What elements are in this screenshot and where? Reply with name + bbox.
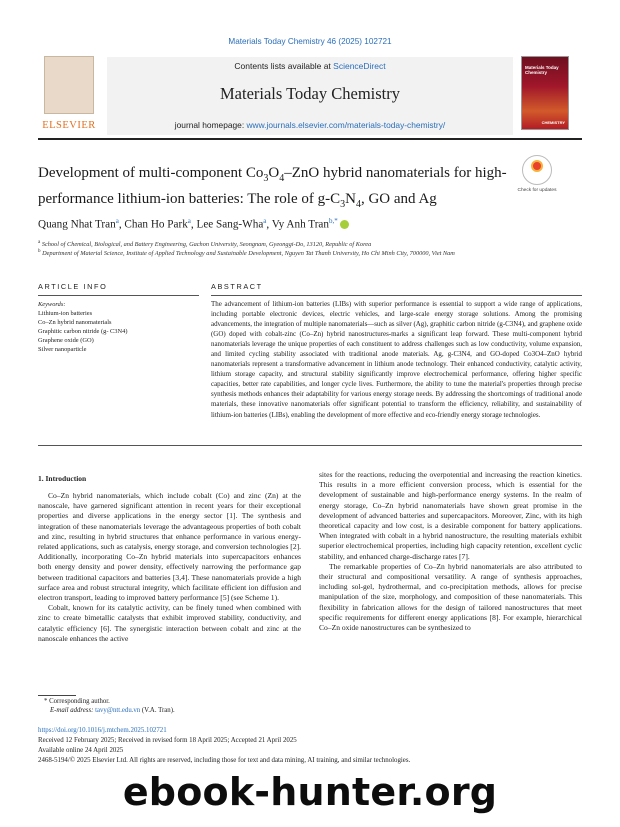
keyword-item: Graphene oxide (GO)	[38, 336, 94, 344]
orcid-icon[interactable]	[340, 220, 349, 229]
homepage-prefix: journal homepage:	[174, 120, 247, 130]
journal-citation[interactable]: Materials Today Chemistry 46 (2025) 102721	[228, 37, 392, 46]
elsevier-tree-icon	[44, 56, 94, 114]
check-for-updates-label[interactable]: Check for updates	[517, 188, 557, 193]
watermark-text: ebook-hunter.org	[122, 770, 498, 814]
body-paragraph: sites for the reactions, reducing the overpotential and increasing the reaction kinetics. This results in a more efficient conversion process, which is essential for the development of sustainable and high-performance energy systems. In the realm of energy storage, Co–Zn hybrid nanomaterials have shown great promise in the development of advanced batteries and supercapacitors. Moreover, Zinc, with its high theoretical capacity and low cost, is a desirable component for battery applications. When integrated with cobalt in a hybrid nanostructure, the resulting materials exhibit superior electrochemical properties, including high capacity retention, excellent cyclic stability, and enhanced charge-discharge rates [7].	[319, 470, 582, 561]
abstract-heading: ABSTRACT	[211, 282, 263, 291]
title-sub-2: 4	[279, 173, 285, 184]
email-note	[50, 707, 175, 714]
email-link[interactable]: tavy@ntt.edu.vn	[95, 707, 141, 714]
keyword-list	[38, 310, 203, 355]
affiliation-marker: a	[38, 240, 41, 245]
homepage-link[interactable]: www.journals.elsevier.com/materials-today-chemistry/	[246, 120, 446, 130]
author-affiliation-marker[interactable]: a	[263, 217, 267, 225]
cover-bottom-label: CHEMISTRY	[541, 120, 565, 125]
affiliation-text: School of Chemical, Biological, and Battery Engineering, Gachon University, Seongnam, Gyeonggi-Do, 13120, Republic of Korea	[41, 241, 372, 249]
article-info-divider	[38, 295, 199, 296]
body-paragraph: Cobalt, known for its catalytic activity, can be finely tuned when combined with zinc to create bimetallic catalysts that exhibit improved stability, conductivity, and catalytic efficiency [6]. The synergistic interaction between cobalt and zinc at the nanoscale enhances the active	[38, 603, 301, 643]
contents-line	[107, 61, 513, 71]
email-label: E-mail address:	[50, 707, 96, 714]
author-name[interactable]: Lee Sang-Wha	[196, 218, 264, 231]
body-paragraph: Co–Zn hybrid nanomaterials, which include cobalt (Co) and zinc (Zn) at the nanoscale, have garnered significant attention in recent years for their exceptional properties and diverse applications in the energy sector [1]. The synthesis and integration of these nanomaterials leverage the advantageous properties of both cobalt and zinc, resulting in hybrid structures that enhance performance in various energy-related applications, such as catalysis, energy storage, and conversion technologies [2]. Additionally, incorporating Co–Zn hybrid materials into supercapacitors enhances both energy density and power density, effectively narrowing the performance gap between traditional capacitors and batteries [3,4]. These nanomaterials provide a high surface area and robust structural integrity, which facilitate efficient ion diffusion and electron transport, leading to improved battery performance [5] (see Scheme 1).	[38, 491, 301, 603]
affiliation-b	[38, 249, 598, 257]
title-sub-3: 3	[340, 199, 346, 210]
header-divider	[38, 138, 582, 140]
title-text-2: O	[268, 165, 280, 181]
homepage-line	[107, 120, 513, 130]
title-sub-1: 3	[263, 173, 269, 184]
abstract-divider	[211, 295, 582, 296]
check-for-updates-icon[interactable]	[522, 155, 552, 185]
contents-prefix: Contents lists available at	[234, 61, 334, 71]
elsevier-logo	[38, 54, 100, 134]
cover-title: Materials Today Chemistry	[525, 65, 559, 75]
doi-link[interactable]: https://doi.org/10.1016/j.mtchem.2025.102721	[38, 727, 167, 734]
journal-cover-image[interactable]	[521, 56, 569, 130]
available-online-date: Available online 24 April 2025	[38, 747, 124, 754]
affiliation-marker: b	[38, 249, 41, 254]
author-affiliation-marker[interactable]: b,*	[329, 217, 338, 225]
affiliation-a	[38, 240, 598, 248]
keywords-label: Keywords:	[38, 301, 66, 308]
footnote-divider	[38, 695, 76, 696]
keyword-item: Lithium-ion batteries	[38, 310, 93, 317]
author-affiliation-marker[interactable]: a	[115, 217, 119, 225]
article-info-heading: ARTICLE INFO	[38, 282, 108, 291]
publisher-name: ELSEVIER	[42, 120, 96, 131]
sciencedirect-link[interactable]: ScienceDirect	[333, 61, 386, 71]
body-column-right	[319, 470, 582, 633]
title-text-1: Development of multi-component Co	[38, 165, 264, 181]
author-name[interactable]: Quang Nhat Tran	[38, 218, 116, 231]
title-text-5: , GO and Ag	[360, 191, 437, 207]
body-paragraph: The remarkable properties of Co–Zn hybrid nanomaterials are also attributed to their structural and compositional versatility. A range of synthesis approaches, including sol-gel, hydrothermal, and co-precipitation methods, allows for precise manipulation of the size, morphology, and composition of these nanomaterials. This flexibility in fabrication allows for the design of tailored nanostructures that meet specific requirements for different energy applications [8]. For example, hierarchical Co–Zn oxide nanostructures can be synthesized to	[319, 561, 582, 633]
journal-title: Materials Today Chemistry	[219, 84, 400, 103]
author-name[interactable]: Chan Ho Park	[124, 218, 188, 231]
title-text-3: –ZnO hybrid nanomaterials for high-performance lithium-ion batteries: The role of g-C	[38, 165, 507, 207]
received-dates: Received 12 February 2025; Received in revised form 18 April 2025; Accepted 21 April 2025	[38, 737, 297, 744]
article-title	[38, 163, 508, 215]
keyword-item: Graphitic carbon nitride (g- C3N4)	[38, 327, 128, 335]
introduction-heading: 1. Introduction	[38, 474, 87, 483]
author-list: Quang Nhat Tran$^a$, Chan Ho Park$^a$, Lee Sang-Wha$^a$, Vy Anh Tran$^{b,*}$	[38, 217, 578, 231]
body-column-left	[38, 491, 301, 644]
corresponding-author-note: * Corresponding author.	[44, 698, 110, 705]
abstract-text: The advancement of lithium-ion batteries (LIBs) with superior performance is essential to support a wide range of applications, including portable electronic devices, electric vehicles, and large-scale energy storage solutions. Among the promising advancements, the integration of multiple nanomaterials—such as silver (Ag), graphitic carbon nitride (g-C3N4), and graphene oxide (GO) doped with cobalt-zinc (Co–Zn) hybrid nanostructures-marks a significant leap forward. These multi-component hybrid nanomaterials leverage the unique properties of each constituent to address challenges such as low conductivity, volume expansion, and limited cycling stability associated with traditional anode materials. Ag, g-C3N4, and GO-doped Co3O4–ZnO hybrid nanomaterials represent a transformative advancement in lithium anode technology. Their enhanced conductivity, catalytic activity, lithium storage capacity, and structural stability significantly improve electrochemical performance, offering higher specific capacities, better rate capabilities, and longer cycle lives. Furthermore, the ability to tune the material's properties through precise synthesis methods enhances their adaptability for various energy storage needs. By addressing the shortcomings of traditional anode materials, these innovative nanomaterials offer significant potential to transform the efficiency, reliability, and sustainability of lithium-ion batteries (LIBs), enabling the development of more effective and eco-friendly energy storage technologies.	[211, 300, 582, 419]
email-suffix: (V.A. Tran).	[140, 707, 175, 714]
keyword-item: Silver nanoparticle	[38, 345, 87, 353]
abstract-bottom-divider	[38, 445, 582, 446]
title-sub-4: 4	[355, 199, 361, 210]
copyright-notice: 2468-5194/© 2025 Elsevier Ltd. All rights are reserved, including those for text and data mining, AI training, and similar technologies.	[38, 757, 411, 764]
keyword-item: Co–Zn hybrid nanomaterials	[38, 318, 112, 326]
affiliation-text: Department of Material Science, Institute of Applied Technology and Sustainable Development, Nguyen Tat Thanh University, Ho Chi Minh City, 700000, Viet Nam	[42, 250, 455, 258]
title-text-4: N	[345, 191, 356, 207]
author-affiliation-marker[interactable]: a	[187, 217, 191, 225]
author-name[interactable]: Vy Anh Tran	[271, 218, 329, 231]
